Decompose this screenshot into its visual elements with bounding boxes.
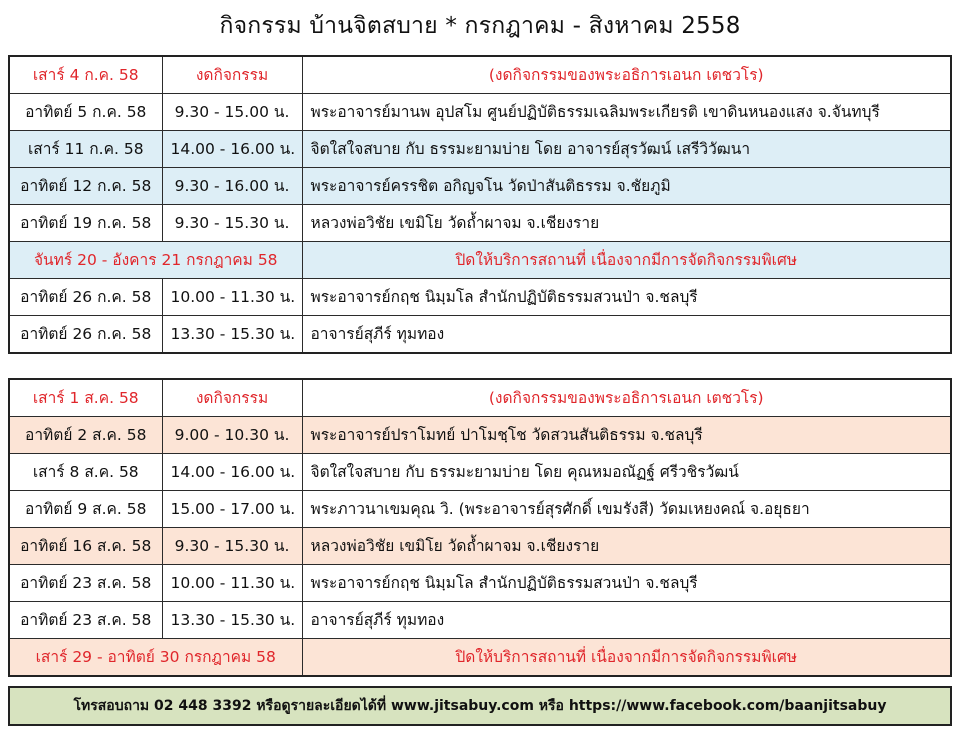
date-cell: อาทิตย์ 26 ก.ค. 58	[9, 279, 162, 316]
table-row	[9, 454, 951, 491]
closure-date-cell: เสาร์ 29 - อาทิตย์ 30 กรกฎาคม 58	[9, 639, 302, 677]
date-cell: อาทิตย์ 16 ส.ค. 58	[9, 528, 162, 565]
date-cell: อาทิตย์ 19 ก.ค. 58	[9, 205, 162, 242]
closure-date-cell: จันทร์ 20 - อังคาร 21 กรกฎาคม 58	[9, 242, 302, 279]
page-title: กิจกรรม บ้านจิตสบาย * กรกฎาคม - สิงหาคม 2558	[219, 13, 741, 39]
activity-cell: พระอาจารย์กฤช นิมฺมโล สำนักปฏิบัติธรรมสวนป่า จ.ชลบุรี	[302, 565, 951, 602]
july-schedule-table	[8, 55, 952, 354]
table-row	[9, 56, 951, 94]
date-cell: เสาร์ 11 ก.ค. 58	[9, 131, 162, 168]
time-cell: 9.30 - 15.30 น.	[162, 205, 302, 242]
time-cell: งดกิจกรรม	[162, 56, 302, 94]
time-cell: 13.30 - 15.30 น.	[162, 316, 302, 354]
date-cell: เสาร์ 4 ก.ค. 58	[9, 56, 162, 94]
table-row	[9, 528, 951, 565]
activity-cell: (งดกิจกรรมของพระอธิการเอนก เตชวโร)	[302, 379, 951, 417]
date-cell: อาทิตย์ 23 ส.ค. 58	[9, 565, 162, 602]
date-cell: อาทิตย์ 26 ก.ค. 58	[9, 316, 162, 354]
date-cell: อาทิตย์ 12 ก.ค. 58	[9, 168, 162, 205]
activity-cell: อาจารย์สุภีร์ ทุมทอง	[302, 602, 951, 639]
activity-cell: หลวงพ่อวิชัย เขมิโย วัดถ้ำผาจม จ.เชียงราย	[302, 528, 951, 565]
activity-cell: จิตใสใจสบาย กับ ธรรมะยามบ่าย โดย อาจารย์สุรวัฒน์ เสรีวิวัฒนา	[302, 131, 951, 168]
activity-cell: พระอาจารย์มานพ อุปสโม ศูนย์ปฏิบัติธรรมเฉลิมพระเกียรติ เขาดินหนองแสง จ.จันทบุรี	[302, 94, 951, 131]
table-row	[9, 417, 951, 454]
table-row	[9, 131, 951, 168]
activity-cell: พระอาจารย์กฤช นิมฺมโล สำนักปฏิบัติธรรมสวนป่า จ.ชลบุรี	[302, 279, 951, 316]
august-schedule-table	[8, 378, 952, 677]
closure-text-cell: ปิดให้บริการสถานที่ เนื่องจากมีการจัดกิจกรรมพิเศษ	[302, 639, 951, 677]
table-row	[9, 279, 951, 316]
table-row	[9, 491, 951, 528]
closure-row	[9, 242, 951, 279]
table-row	[9, 168, 951, 205]
date-cell: อาทิตย์ 23 ส.ค. 58	[9, 602, 162, 639]
table-row	[9, 379, 951, 417]
activity-cell: พระอาจารย์ครรชิต อกิญจโน วัดป่าสันติธรรม จ.ชัยภูมิ	[302, 168, 951, 205]
date-cell: เสาร์ 8 ส.ค. 58	[9, 454, 162, 491]
activity-cell: จิตใสใจสบาย กับ ธรรมะยามบ่าย โดย คุณหมอณัฏฐ์ ศรีวชิรวัฒน์	[302, 454, 951, 491]
time-cell: 13.30 - 15.30 น.	[162, 602, 302, 639]
table-row	[9, 94, 951, 131]
time-cell: 9.30 - 15.00 น.	[162, 94, 302, 131]
activity-cell: หลวงพ่อวิชัย เขมิโย วัดถ้ำผาจม จ.เชียงราย	[302, 205, 951, 242]
date-cell: เสาร์ 1 ส.ค. 58	[9, 379, 162, 417]
date-cell: อาทิตย์ 2 ส.ค. 58	[9, 417, 162, 454]
date-cell: อาทิตย์ 5 ก.ค. 58	[9, 94, 162, 131]
time-cell: 10.00 - 11.30 น.	[162, 279, 302, 316]
time-cell: งดกิจกรรม	[162, 379, 302, 417]
time-cell: 14.00 - 16.00 น.	[162, 131, 302, 168]
time-cell: 9.30 - 16.00 น.	[162, 168, 302, 205]
time-cell: 9.30 - 15.30 น.	[162, 528, 302, 565]
date-cell: อาทิตย์ 9 ส.ค. 58	[9, 491, 162, 528]
table-row	[9, 602, 951, 639]
table-row	[9, 565, 951, 602]
time-cell: 9.00 - 10.30 น.	[162, 417, 302, 454]
table-row	[9, 205, 951, 242]
activity-cell: (งดกิจกรรมของพระอธิการเอนก เตชวโร)	[302, 56, 951, 94]
time-cell: 15.00 - 17.00 น.	[162, 491, 302, 528]
activity-cell: พระภาวนาเขมคุณ วิ. (พระอาจารย์สุรศักดิ์ เขมรังสี) วัดมเหยงคณ์ จ.อยุธยา	[302, 491, 951, 528]
activity-cell: อาจารย์สุภีร์ ทุมทอง	[302, 316, 951, 354]
contact-footer: โทรสอบถาม 02 448 3392 หรือดูรายละเอียดได้ที่ www.jitsabuy.com หรือ https://www.facebook.com/baanjitsabuy	[8, 686, 952, 726]
closure-row	[9, 639, 951, 677]
activity-cell: พระอาจารย์ปราโมทย์ ปาโมชฺโช วัดสวนสันติธรรม จ.ชลบุรี	[302, 417, 951, 454]
table-row	[9, 316, 951, 354]
closure-text-cell: ปิดให้บริการสถานที่ เนื่องจากมีการจัดกิจกรรมพิเศษ	[302, 242, 951, 279]
time-cell: 14.00 - 16.00 น.	[162, 454, 302, 491]
time-cell: 10.00 - 11.30 น.	[162, 565, 302, 602]
